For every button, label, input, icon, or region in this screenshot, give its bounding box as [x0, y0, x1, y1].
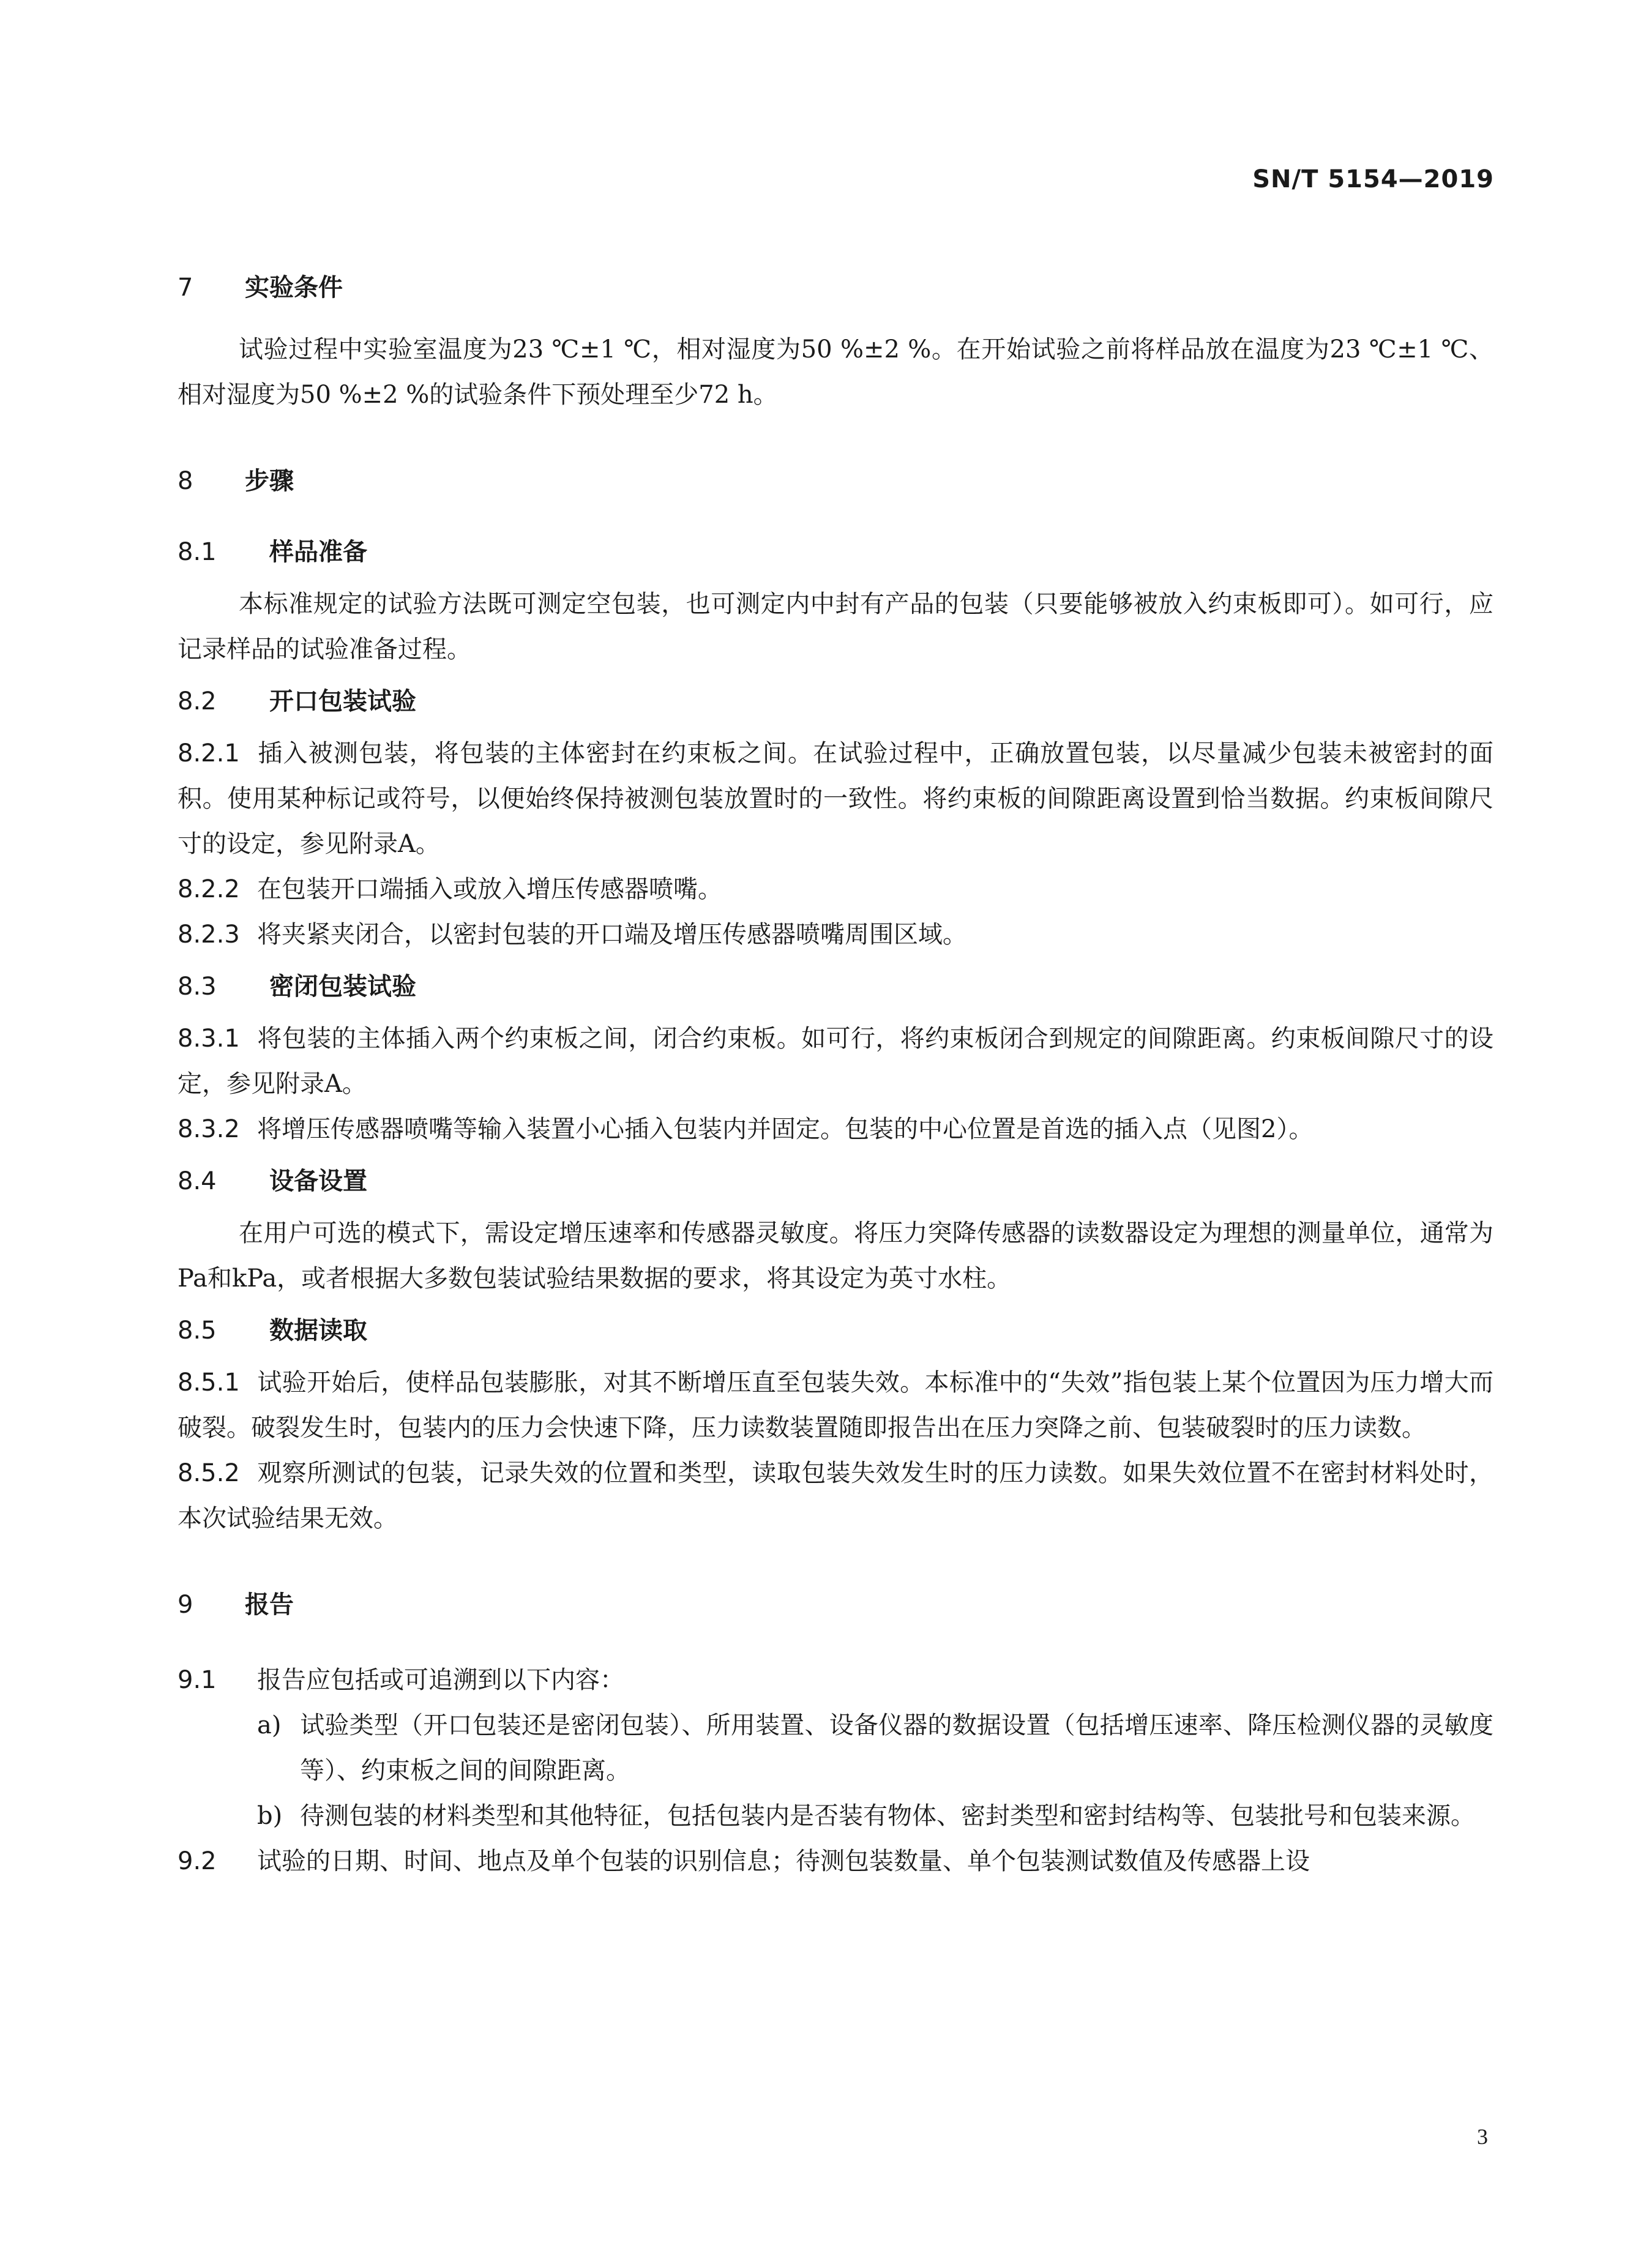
section-number: 8.5 — [178, 1317, 217, 1345]
clause-8-2-1 — [178, 731, 1493, 867]
section-8-4-heading — [178, 1163, 1493, 1200]
section-title: 数据读取 — [269, 1317, 367, 1345]
clause-9-1 — [178, 1657, 1493, 1703]
clause-text: 观察所测试的包装，记录失效的位置和类型，读取包装失效发生时的压力读数。如果失效位置不在密封材料处时，本次试验结果无效。 — [178, 1459, 1493, 1533]
section-title: 报告 — [245, 1591, 294, 1619]
section-7-paragraph: 试验过程中实验室温度为23 ℃±1 ℃，相对湿度为50 %±2 %。在开始试验之前将样品放在温度为23 ℃±1 ℃、相对湿度为50 %±2 %的试验条件下预处理至少72 h。 — [178, 335, 1493, 409]
section-9-heading — [178, 1586, 1493, 1623]
section-7-heading — [178, 269, 1493, 306]
clause-8-5-2 — [178, 1451, 1493, 1541]
section-title: 步骤 — [245, 467, 294, 495]
clause-number: 8.2.1 — [178, 739, 240, 768]
section-number: 8.4 — [178, 1167, 217, 1195]
clause-number: 8.2.3 — [178, 921, 240, 949]
section-title: 实验条件 — [245, 274, 343, 302]
clause-number: 8.5.1 — [178, 1369, 240, 1397]
clause-8-5-1 — [178, 1360, 1493, 1451]
clause-8-3-2 — [178, 1107, 1493, 1152]
section-title: 样品准备 — [269, 538, 367, 566]
section-number: 8 — [178, 467, 193, 495]
clause-number: 8.5.2 — [178, 1459, 240, 1487]
clause-text: 在包装开口端插入或放入增压传感器喷嘴。 — [257, 875, 722, 903]
clause-text: 将包装的主体插入两个约束板之间，闭合约束板。如可行，将约束板闭合到规定的间隙距离。约束板间隙尺寸的设定，参见附录A。 — [178, 1025, 1493, 1098]
clause-8-3-1 — [178, 1016, 1493, 1107]
section-8-5-heading — [178, 1312, 1493, 1349]
list-item-b — [178, 1793, 1493, 1839]
section-title: 密闭包装试验 — [269, 973, 416, 1001]
section-number: 7 — [178, 274, 193, 302]
clause-number: 8.3.1 — [178, 1025, 240, 1053]
list-item-a — [178, 1703, 1493, 1793]
section-number: 9 — [178, 1591, 193, 1619]
clause-number: 9.1 — [178, 1666, 217, 1694]
clause-text: 插入被测包装，将包装的主体密封在约束板之间。在试验过程中，正确放置包装，以尽量减少包装未被密封的面积。使用某种标记或符号，以便始终保持被测包装放置时的一致性。将约束板的间隙距离设置到恰当数据。约束板间隙尺寸的设定，参见附录A。 — [178, 739, 1493, 858]
list-label: b) — [257, 1802, 283, 1830]
list-text: 待测包装的材料类型和其他特征，包括包装内是否装有物体、密封类型和密封结构等、包装批号和包装来源。 — [300, 1802, 1475, 1830]
section-title: 设备设置 — [269, 1167, 367, 1195]
list-text: 试验类型（开口包装还是密闭包装）、所用装置、设备仪器的数据设置（包括增压速率、降压检测仪器的灵敏度等）、约束板之间的间隙距离。 — [300, 1711, 1493, 1785]
clause-text: 将夹紧夹闭合，以密封包装的开口端及增压传感器喷嘴周围区域。 — [257, 921, 967, 949]
page-content — [178, 269, 1493, 1884]
clause-text: 试验开始后，使样品包装膨胀，对其不断增压直至包装失效。本标准中的“失效”指包装上某个位置因为压力增大而破裂。破裂发生时，包装内的压力会快速下降，压力读数装置随即报告出在压力突降之前、包装破裂时的压力读数。 — [178, 1369, 1493, 1442]
section-title: 开口包装试验 — [269, 687, 416, 715]
clause-8-2-2 — [178, 867, 1493, 912]
section-number: 8.2 — [178, 687, 217, 715]
clause-text: 将增压传感器喷嘴等输入装置小心插入包装内并固定。包装的中心位置是首选的插入点（见图2）。 — [257, 1115, 1314, 1143]
section-8-3-heading — [178, 968, 1493, 1005]
section-8-4-paragraph: 在用户可选的模式下，需设定增压速率和传感器灵敏度。将压力突降传感器的读数器设定为理想的测量单位，通常为Pa和kPa，或者根据大多数包装试验结果数据的要求，将其设定为英寸水柱。 — [178, 1219, 1493, 1293]
clause-text: 报告应包括或可追溯到以下内容： — [257, 1666, 624, 1694]
clause-number: 8.2.2 — [178, 875, 240, 903]
list-label: a) — [257, 1711, 282, 1739]
section-number: 8.3 — [178, 973, 217, 1001]
clause-number: 9.2 — [178, 1847, 217, 1875]
clause-8-2-3 — [178, 912, 1493, 957]
page-number: 3 — [1477, 2124, 1488, 2149]
section-8-1-heading — [178, 534, 1493, 570]
section-8-heading — [178, 463, 1493, 499]
clause-number: 8.3.2 — [178, 1115, 240, 1143]
section-8-2-heading — [178, 683, 1493, 720]
section-number: 8.1 — [178, 538, 217, 566]
section-8-1-paragraph: 本标准规定的试验方法既可测定空包装，也可测定内中封有产品的包装（只要能够被放入约束板即可）。如可行，应记录样品的试验准备过程。 — [178, 590, 1493, 663]
clause-9-2 — [178, 1839, 1493, 1884]
clause-text: 试验的日期、时间、地点及单个包装的识别信息；待测包装数量、单个包装测试数值及传感器上设 — [257, 1847, 1310, 1875]
standard-number: SN/T 5154—2019 — [1252, 165, 1494, 193]
